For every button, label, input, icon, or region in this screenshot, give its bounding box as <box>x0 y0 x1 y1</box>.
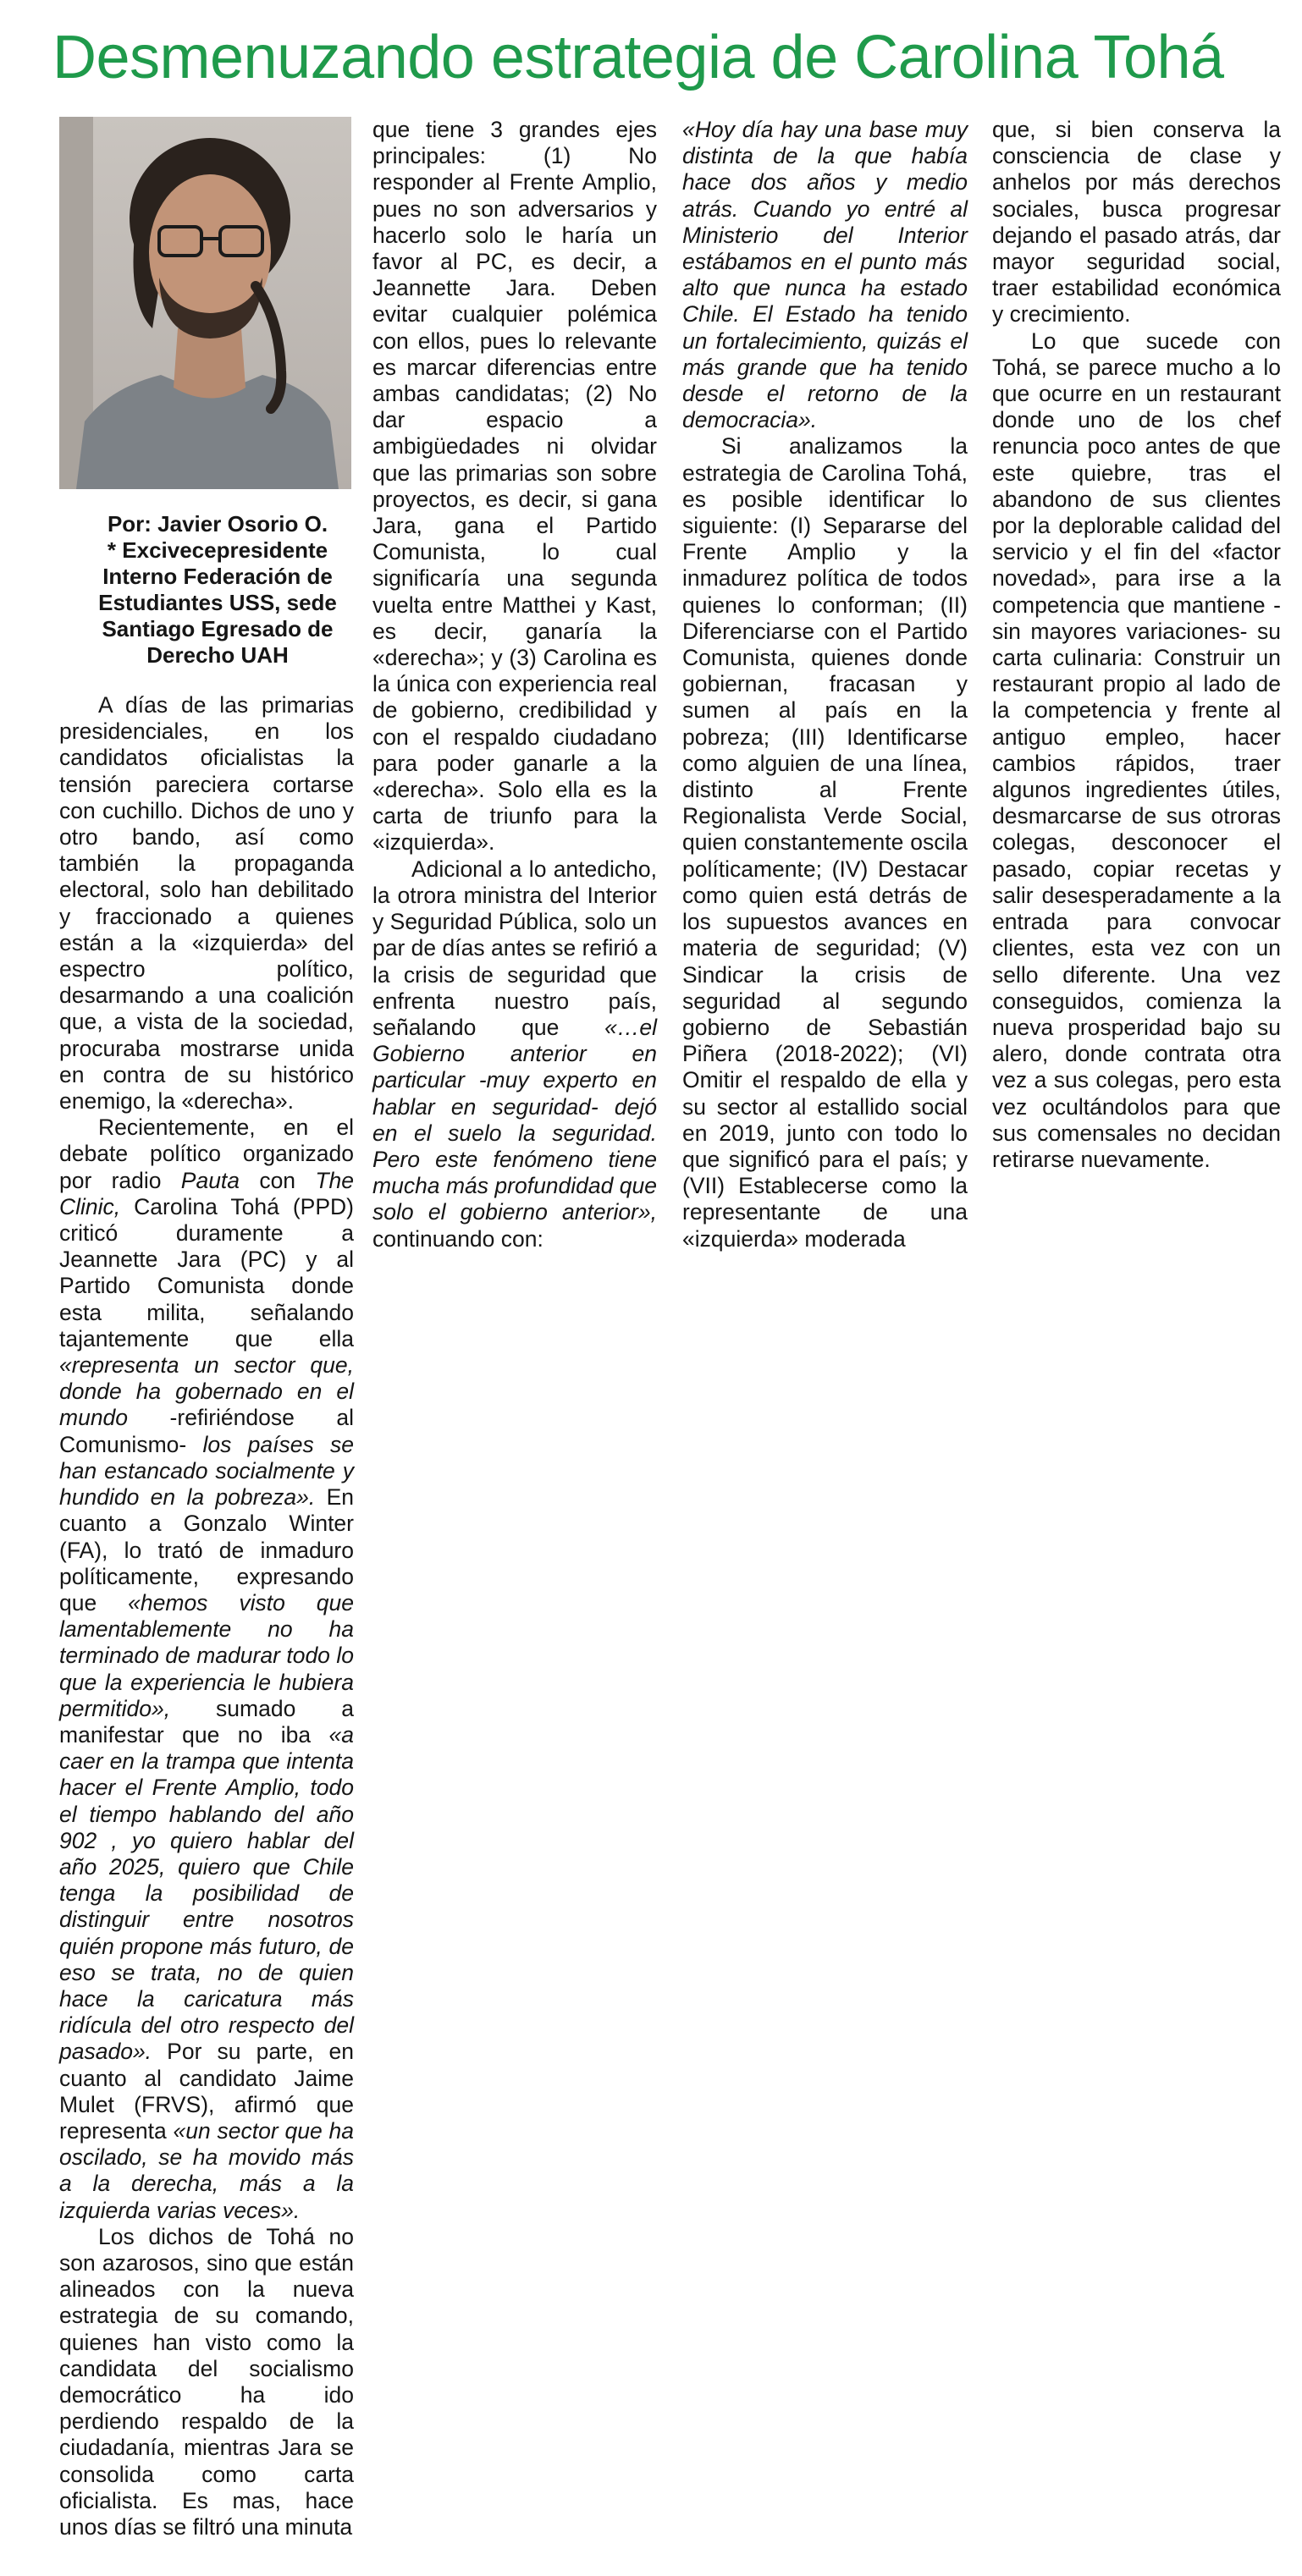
paragraph: que tiene 3 grandes ejes principales: (1) No responder al Frente Amplio, pues no son adversarios y hacerlo solo le haría un favor al PC, es decir, a Jeannette Jara. Deben evitar cualquier polémica con ellos, pues lo relevante es marcar diferencias entre ambas candidatas; (2) No dar espacio a ambigüedades ni olvidar que las primarias son sobre proyectos, es decir, si gana Jara, gana el Partido Comunista, lo cual significaría una segunda vuelta entre Matthei y Kast, es decir, ganaría la «derecha»; y (3) Carolina es la única con experiencia real de gobierno, credibilidad y con el respaldo ciudadano para poder ganarle a la «derecha». Solo ella es la carta de triunfo para la «izquierda». <box>372 117 657 856</box>
column-4 <box>992 117 1281 1173</box>
quote: «representa un sector que, donde ha gobernado en el mundo <box>59 1352 354 1431</box>
byline-role: Interno Federación de <box>102 564 333 589</box>
paragraph: Adicional a lo antedicho, la otrora ministra del Interior y Seguridad Pública, solo un par de días antes se refirió a la crisis de seguridad que enfrenta nuestro país, señalando que «…el Gobierno anterior en particular -muy experto en hablar en seguridad- dejó en el suelo la seguridad. Pero este fenómeno tiene mucha más profundidad que solo el gobierno anterior», continuando con: <box>372 856 657 1252</box>
paragraph <box>682 117 968 433</box>
paragraph: A días de las primarias presidenciales, en los candidatos oficialistas la tensión pareciera cortarse con cuchillo. Dichos de uno y otro bando, así como también la propaganda electoral, solo han debilitado y fraccionado a quienes están a la «izquierda» del espectro político, desarmando a una coalición que, a vista de la sociedad, procuraba mostrarse unida en contra de su histórico enemigo, la «derecha». <box>59 692 354 1115</box>
quote: los países se han estancado socialmente y hundido en la pobreza». <box>59 1431 354 1511</box>
byline-role: Estudiantes USS, sede <box>98 590 337 615</box>
paragraph: que, si bien conserva la consciencia de clase y anhelos por más derechos sociales, busca progresar dejando el pasado atrás, dar mayor seguridad social, traer estabilidad económica y crecimiento. <box>992 117 1281 328</box>
quote: «Hoy día hay una base muy distinta de la que había hace dos años y medio atrás. Cuando yo entré al Ministerio del Interior estábamos en el punto más alto que nunca ha estado Chile. El Estado ha tenido un fortalecimiento, quizás el más grande que ha tenido desde el retorno de la democracia». <box>682 117 968 433</box>
column-3 <box>682 117 968 1252</box>
paragraph: Lo que sucede con Tohá, se parece mucho a lo que ocurre en un restaurant donde uno de los chef renuncia poco antes de que este quiebre, tras el abandono de sus clientes por la deplorable calidad del servicio y el fin del «factor novedad», para irse a la competencia que mantiene -sin mayores variaciones- su carta culinaria: Construir un restaurant propio al lado de la competencia y frente al antiguo empleo, hacer cambios rápidos, traer algunos ingredientes útiles, desmarcarse de sus otroras colegas, desconocer el pasado, copiar recetas y salir desesperadamente a la entrada para convocar clientes, esta vez con un sello diferente. Una vez conseguidos, comienza la nueva prosperidad bajo su alero, donde contrata otra vez a sus colegas, pero esta vez ocultándolos para que sus comensales no decidan retirarse nuevamente. <box>992 328 1281 1172</box>
quote: «un sector que ha oscilado, se ha movido más a la derecha, más a la izquierda varias veces». <box>59 2117 354 2223</box>
column-1 <box>59 117 354 2540</box>
byline-role: Santiago Egresado de <box>102 616 334 641</box>
headline: Desmenuzando estrategia de Carolina Tohá <box>52 24 1224 91</box>
byline-role: Derecho UAH <box>146 642 289 668</box>
byline-role: * Excivecepresidente <box>107 537 328 563</box>
column-2 <box>372 117 657 1252</box>
author-photo <box>59 117 351 489</box>
byline-author: Por: Javier Osorio O. <box>107 511 328 537</box>
paragraph: Recientemente, en el debate político organizado por radio Pauta con The Clinic, Carolina Tohá (PPD) criticó duramente a Jeannette Jara (PC) y al Partido Comunista donde esta milita, señalando tajantemente que ella «representa un sector que, donde ha gobernado en el mundo -refiriéndose al Comunismo- los países se han estancado socialmente y hundido en la pobreza». En cuanto a Gonzalo Winter (FA), lo trató de inmaduro políticamente, expresando que «hemos visto que lamentablemente no ha terminado de madurar todo lo que la experiencia le hubiera permitido», sumado a manifestar que no iba «a caer en la trampa que intenta hacer el Frente Amplio, todo el tiempo hablando del año 902 , yo quiero hablar del año 2025, quiero que Chile tenga la posibilidad de distinguir entre nosotros quién propone más futuro, de eso se trata, no de quien hace la caricatura más ridícula del otro respecto del pasado». Por su parte, en cuanto al candidato Jaime Mulet (FRVS), afirmó que representa «un sector que ha oscilado, se ha movido más a la derecha, más a la izquierda varias veces». <box>59 1115 355 2223</box>
paragraph: Los dichos de Tohá no son azarosos, sino que están alineados con la nueva estrategia de su comando, quienes han visto como la candidata del socialismo democrático ha ido perdiendo respaldo de la ciudadanía, mientras Jara se consolida como carta oficialista. Es mas, hace unos días se filtró una minuta <box>59 2223 354 2540</box>
byline <box>59 511 354 669</box>
quote: «hemos visto que lamentablemente no ha terminado de madurar todo lo que la experiencia le hubiera permitido», <box>59 1589 354 1721</box>
quote: «…el Gobierno anterior en particular -muy experto en hablar en seguridad- dejó en el suelo la seguridad. Pero este fenómeno tiene mucha más profundidad que solo el gobierno anterior», <box>372 1014 657 1225</box>
paragraph: Si analizamos la estrategia de Carolina Tohá, es posible identificar lo siguiente: (I) Separarse del Frente Amplio y la inmadurez política de todos quienes lo conforman; (II) Diferenciarse con el Partido Comunista, quienes donde gobiernan, fracasan y sumen al país en la pobreza; (III) Identificarse como alguien de una línea, distinto al Frente Regionalista Verde Social, quien constantemente oscila políticamente; (IV) Destacar como quien está detrás de los supuestos avances en materia de seguridad; (V) Sindicar la crisis de seguridad al segundo gobierno de Sebastián Piñera (2018-2022); (VI) Omitir el respaldo de ella y su sector al estallido social en 2019, junto con todo lo que significó para el país; y (VII) Establecerse como la representante de una «izquierda» moderada <box>682 433 968 1252</box>
quote: «a caer en la trampa que intenta hacer el Frente Amplio, todo el tiempo hablando del año 902 , yo quiero hablar del año 2025, quiero que Chile tenga la posibilidad de distinguir entre nosotros quién propone más futuro, de eso se trata, no de quien hace la caricatura más ridícula del otro respecto del pasado». <box>59 1721 354 2065</box>
